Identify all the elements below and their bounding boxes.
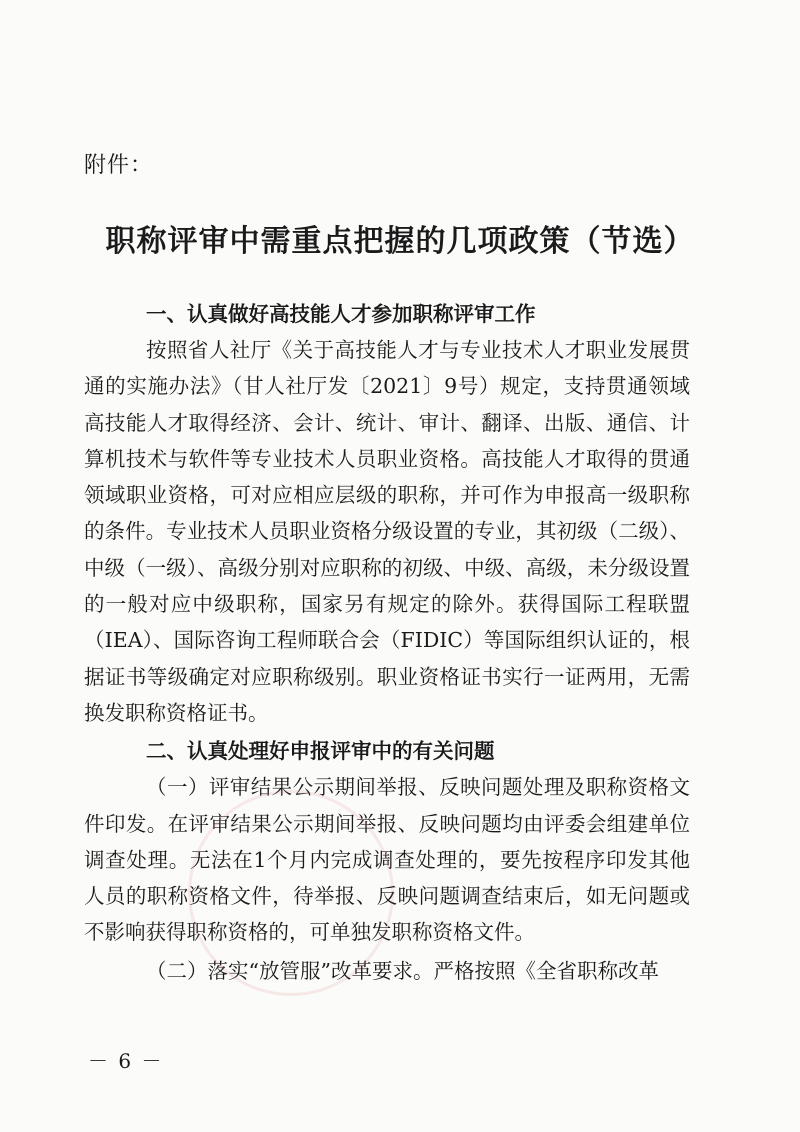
attachment-label: 附件： — [84, 153, 154, 178]
section-2-paragraph-2: （二）落实“放管服”改革要求。严格按照《全省职称改革 — [146, 958, 659, 983]
page-number: － 6 － — [88, 1049, 164, 1073]
section-2-paragraph-1: （一）评审结果公示期间举报、反映问题处理及职称资格文件印发。在评审结果公示期间举报、反映问题均由评委会组建单位调查处理。无法在1个月内完成调查处理的，要先按程序印发其他人员的职称资格文件，待举报、反映问题调查结束后，如无问题或不影响获得职称资格的，可单独发职称资格文件。 — [84, 775, 690, 945]
section-1-heading: 一、认真做好高技能人才参加职称评审工作 — [146, 302, 536, 326]
document-title: 职称评审中需重点把握的几项政策（节选） — [105, 224, 695, 259]
document-body — [84, 296, 690, 989]
section-1-paragraph: 按照省人社厅《关于高技能人才与专业技术人才职业发展贯通的实施办法》（甘人社厅发〔2021〕9号）规定，支持贯通领域高技能人才取得经济、会计、统计、审计、翻译、出版、通信、计算机技术与软件等专业技术人员职业资格。高技能人才取得的贯通领域职业资格，可对应相应层级的职称，并可作为申报高一级职称的条件。专业技术人员职业资格分级设置的专业，其初级（二级）、中级（一级）、高级分别对应职称的初级、中级、高级，未分级设置的一般对应中级职称，国家另有规定的除外。获得国际工程联盟（IEA）、国际咨询工程师联合会（FIDIC）等国际组织认证的，根据证书等级确定对应职称级别。职业资格证书实行一证两用，无需换发职称资格证书。 — [84, 338, 690, 725]
section-2-heading: 二、认真处理好申报评审中的有关问题 — [146, 739, 495, 764]
